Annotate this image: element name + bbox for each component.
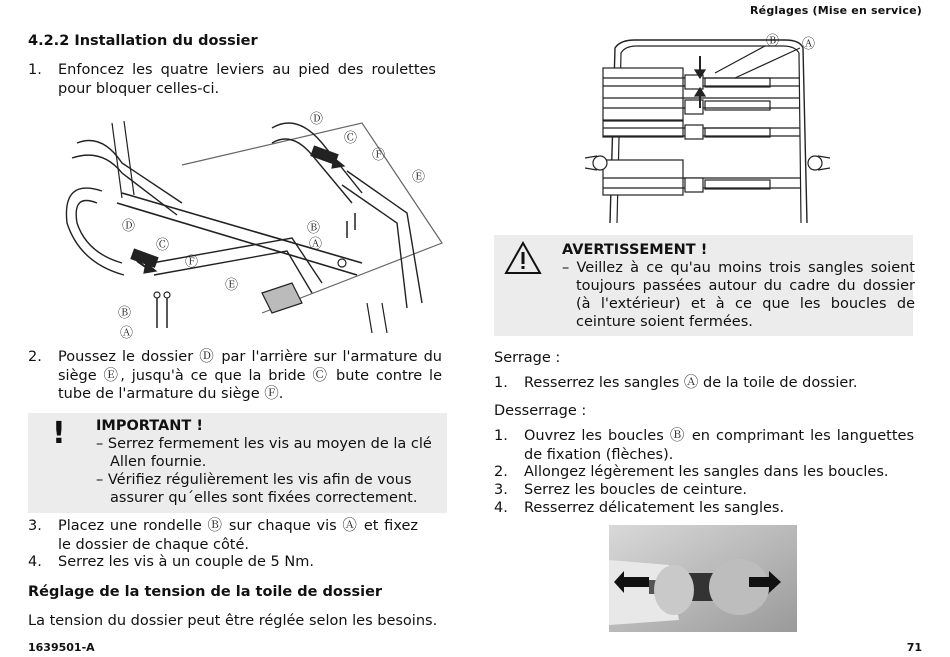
exclamation-icon: !	[52, 416, 66, 451]
callout-d-left: Ⓓ	[122, 219, 136, 234]
callout-b-left: Ⓑ	[118, 306, 132, 321]
subheading: Réglage de la tension de la toile de dossier	[28, 584, 383, 600]
important-item: – Vérifiez régulièrement les vis afin de vous assurer qu´elles sont fixées correctement.	[96, 472, 418, 506]
step-number: 1.	[28, 62, 42, 78]
callout-d-top: Ⓓ	[310, 112, 324, 127]
important-title: IMPORTANT !	[96, 418, 203, 434]
callout-b-top: Ⓑ	[307, 221, 321, 236]
warning-text: – Veillez à ce qu'au moins trois sangles soient toujours passées autour du cadre du dossier (à l'extérieur) et à ce que les boucles de ceinture soient fermées.	[562, 260, 915, 330]
callout-f-left: Ⓕ	[185, 255, 199, 270]
desserrage-label: Desserrage :	[494, 403, 587, 419]
step-text: Resserrez les sangles Ⓐ de la toile de dossier.	[524, 375, 858, 391]
serrage-label: Serrage :	[494, 350, 561, 366]
step-number: 2.	[494, 464, 508, 480]
step-text: Placez une rondelle Ⓑ sur chaque vis Ⓐ et fixez le dossier de chaque côté.	[58, 518, 418, 553]
step-text: Allongez légèrement les sangles dans les boucles.	[524, 464, 889, 480]
step-number: 4.	[494, 500, 508, 516]
warning-triangle-icon	[504, 241, 542, 275]
step-number: 1.	[494, 428, 508, 444]
step-text: Serrez les boucles de ceinture.	[524, 482, 747, 498]
running-header: Réglages (Mise en service)	[750, 4, 922, 17]
callout-f-top: Ⓕ	[372, 148, 386, 163]
document-number: 1639501-A	[28, 641, 95, 654]
callout-a-right: Ⓐ	[802, 37, 816, 52]
warning-box	[494, 235, 913, 336]
callout-a-left: Ⓐ	[120, 326, 134, 341]
section-heading: 4.2.2 Installation du dossier	[28, 33, 258, 49]
callout-a-top: Ⓐ	[309, 237, 323, 252]
paragraph: La tension du dossier peut être réglée selon les besoins.	[28, 613, 438, 629]
callout-c-top: Ⓒ	[344, 131, 358, 146]
important-item: – Serrez fermement les vis au moyen de la clé Allen fournie.	[96, 436, 432, 470]
step-number: 4.	[28, 554, 42, 570]
step-text: Ouvrez les boucles Ⓑ en comprimant les languettes de fixation (flèches).	[524, 428, 914, 463]
page-number: 71	[906, 641, 922, 654]
step-number: 2.	[28, 349, 42, 365]
step-text: Enfoncez les quatre leviers au pied des roulettes pour bloquer celles-ci.	[58, 62, 436, 97]
callout-e-left: Ⓔ	[225, 278, 239, 293]
warning-title: AVERTISSEMENT !	[562, 242, 708, 258]
step-text: Poussez le dossier Ⓓ par l'arrière sur l'armature du siège Ⓔ, jusqu'à ce que la bride Ⓒ bute contre le tube de l'armature du siège Ⓕ.	[58, 349, 442, 402]
callout-e-top: Ⓔ	[412, 170, 426, 185]
step-number: 3.	[28, 518, 42, 534]
buckle-photo	[609, 525, 797, 632]
step-text: Resserrez délicatement les sangles.	[524, 500, 785, 516]
backrest-straps-figure	[585, 28, 830, 228]
step-number: 3.	[494, 482, 508, 498]
callout-b-right: Ⓑ	[766, 34, 780, 49]
step-number: 1.	[494, 375, 508, 391]
callout-c-left: Ⓒ	[156, 238, 170, 253]
step-text: Serrez les vis à un couple de 5 Nm.	[58, 554, 314, 570]
important-box	[28, 413, 447, 513]
